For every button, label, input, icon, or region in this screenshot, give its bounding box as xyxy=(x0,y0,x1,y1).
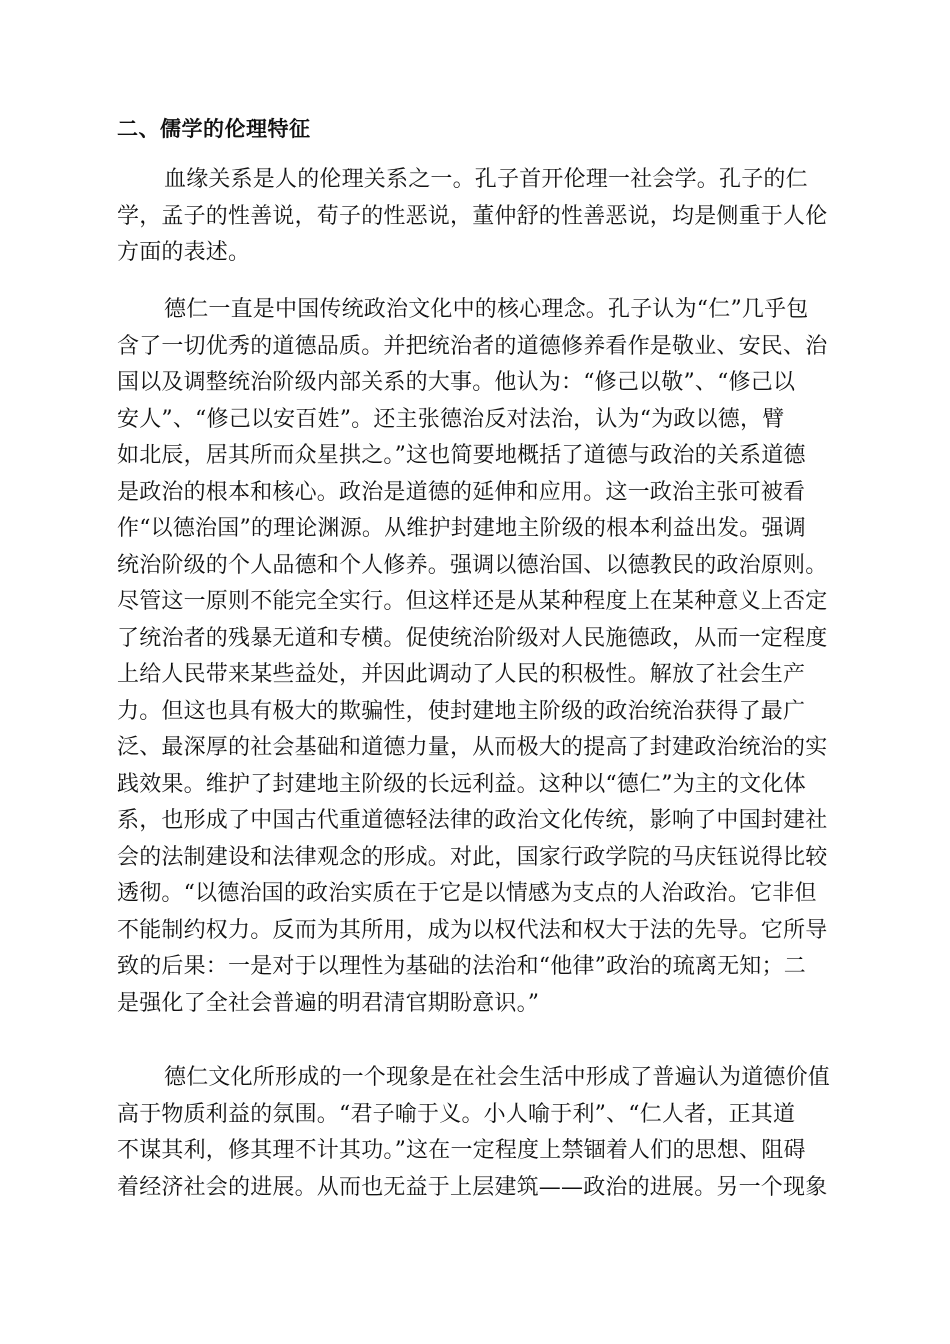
paragraph-line: 是政治的根本和核心。政治是道德的延伸和应用。这一政治主张可被看 xyxy=(117,479,806,505)
paragraph-line: 会的法制建设和法律观念的形成。对此，国家行政学院的马庆钰说得比较 xyxy=(117,844,828,870)
paragraph-line: 尽管这一原则不能完全实行。但这样还是从某种程度上在某种意义上否定 xyxy=(117,589,828,614)
paragraph-line: 不谋其利，修其理不计其功。”这在一定程度上禁锢着人们的思想、阻碍 xyxy=(117,1138,806,1163)
paragraph-line: 德仁一直是中国传统政治文化中的核心理念。孔子认为“仁”几乎包 xyxy=(164,297,809,322)
paragraph-line: 作“以德治国”的理论渊源。从维护封建地主阶级的根本利益出发。强调 xyxy=(117,516,806,541)
paragraph-line: 是强化了全社会普遍的明君清官期盼意识。” xyxy=(117,990,540,1016)
paragraph-line: 泛、最深厚的社会基础和道德力量，从而极大的提高了封建政治统治的实 xyxy=(117,735,828,760)
paragraph-line: 高于物质利益的氛围。“君子喻于义。小人喻于利”、“仁人者，正其道 xyxy=(117,1101,796,1127)
paragraph-line: 致的后果：一是对于以理性为基础的法治和“他律”政治的琉离无知；二 xyxy=(117,954,806,979)
paragraph-1 xyxy=(117,162,827,272)
paragraph-line: 力。但这也具有极大的欺骗性，使封建地主阶级的政治统治获得了最广 xyxy=(117,698,806,724)
paragraph-line: 着经济社会的进展。从而也无益于上层建筑——政治的进展。另一个现象 xyxy=(117,1174,828,1200)
paragraph-line: 德仁文化所形成的一个现象是在社会生活中形成了普遍认为道德价值 xyxy=(164,1065,831,1090)
paragraph-line: 上给人民带来某些益处，并因此调动了人民的积极性。解放了社会生产 xyxy=(117,662,806,687)
paragraph-line: 践效果。维护了封建地主阶级的长远利益。这种以“德仁”为主的文化体 xyxy=(117,771,806,797)
paragraph-line: 血缘关系是人的伦理关系之一。孔子首开伦理一社会学。孔子的仁 xyxy=(164,167,808,192)
paragraph-2 xyxy=(117,292,827,1022)
paragraph-line: 方面的表述。 xyxy=(117,240,251,265)
section-heading: 二、儒学的伦理特征 xyxy=(117,117,311,141)
paragraph-line: 系，也形成了中国古代重道德轻法律的政治文化传统，影响了中国封建社 xyxy=(117,808,828,833)
paragraph-line: 了统治者的残暴无道和专横。促使统治阶级对人民施德政，从而一定程度 xyxy=(117,625,828,651)
paragraph-line: 透彻。“以德治国的政治实质在于它是以情感为支点的人治政治。它非但 xyxy=(117,881,817,906)
paragraph-line: 安人”、“修己以安百姓”。还主张德治反对法治，认为“为政以德，臂 xyxy=(117,406,785,432)
paragraph-line: 如北辰，居其所而众星拱之。”这也简要地概括了道德与政治的关系道德 xyxy=(117,443,806,468)
paragraph-line: 学，孟子的性善说，荀子的性恶说，董仲舒的性善恶说，均是侧重于人伦 xyxy=(117,203,828,229)
paragraph-line: 统治阶级的个人品德和个人修养。强调以德治国、以德教民的政治原则。 xyxy=(117,552,828,578)
paragraph-line: 含了一切优秀的道德品质。并把统治者的道德修养看作是敬业、安民、治 xyxy=(117,333,828,359)
paragraph-line: 不能制约权力。反而为其所用，成为以权代法和权大于法的先导。它所导 xyxy=(117,917,828,943)
paragraph-3 xyxy=(117,1060,830,1206)
paragraph-line: 国以及调整统治阶级内部关系的大事。他认为：“修己以敬”、“修己以 xyxy=(117,370,796,395)
